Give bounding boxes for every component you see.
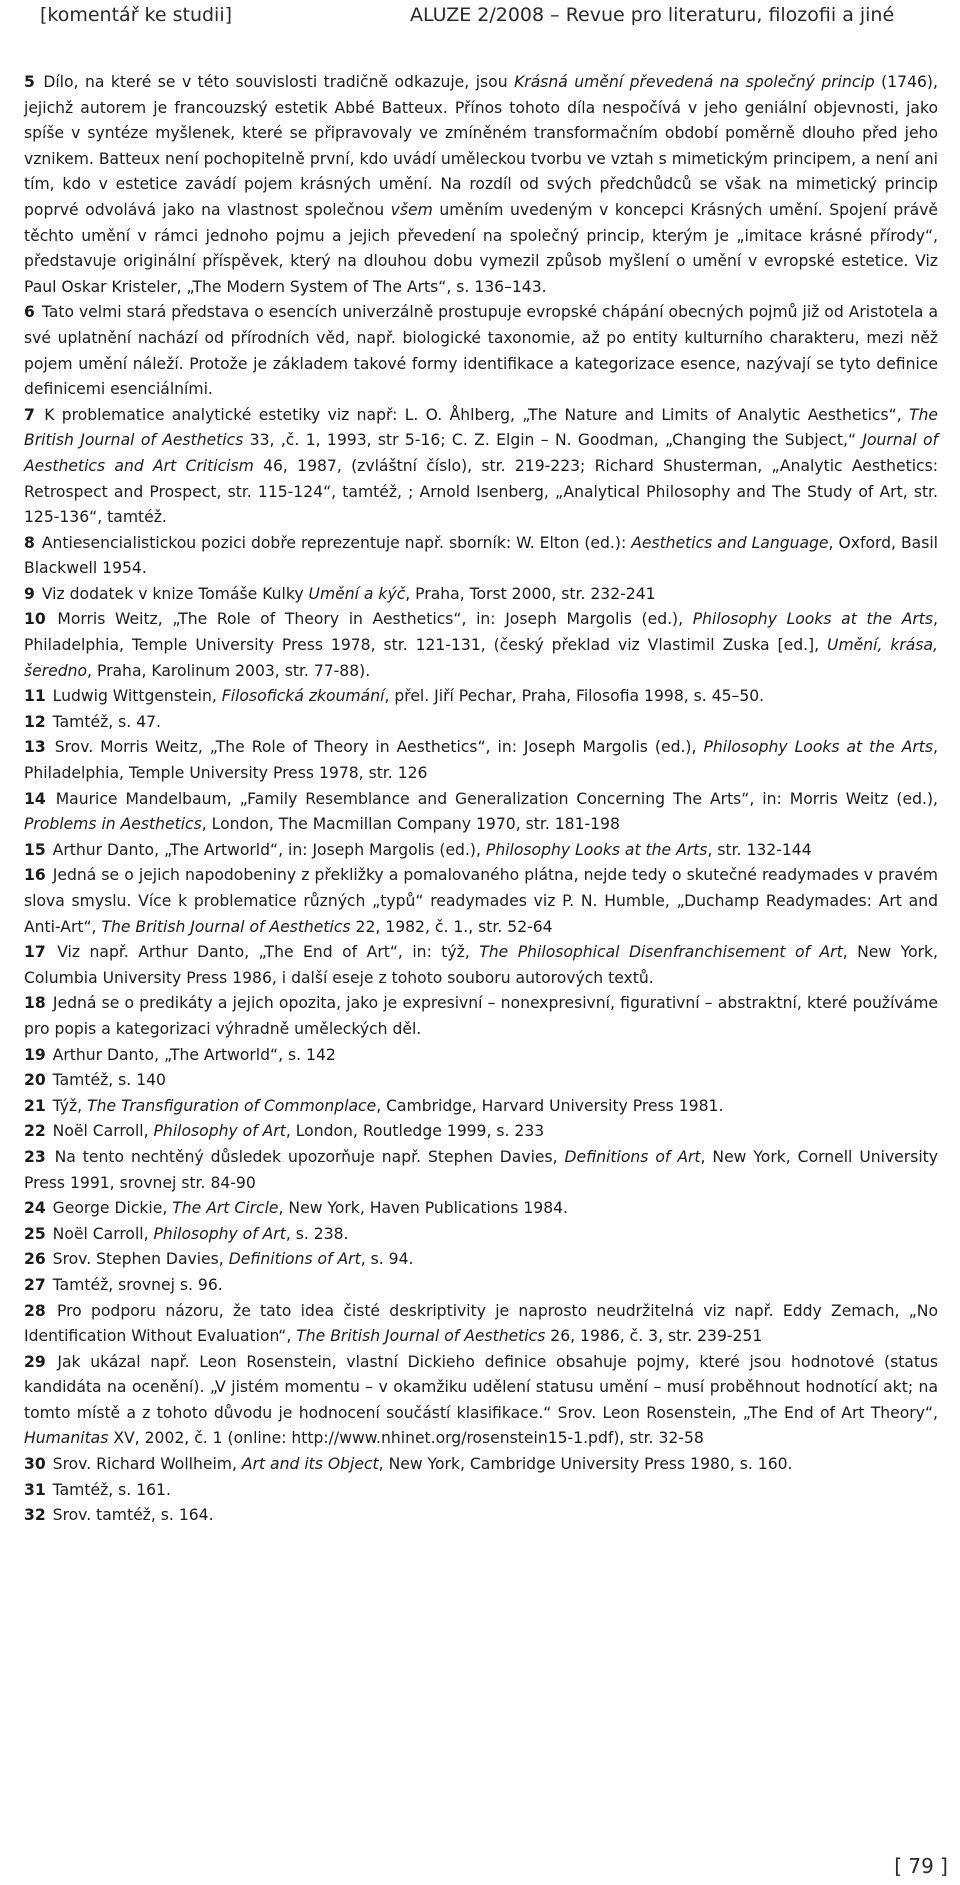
endnote-text: Ludwig Wittgenstein, xyxy=(52,687,222,706)
endnote-number: 14 xyxy=(24,789,46,808)
endnote-29 xyxy=(24,1350,938,1452)
endnote-number: 7 xyxy=(24,405,35,424)
endnote-7 xyxy=(24,403,938,531)
endnote-text: 26, 1986, č. 3, str. 239-251 xyxy=(545,1327,763,1346)
endnote-16 xyxy=(24,863,938,940)
endnote-number: 15 xyxy=(24,840,46,859)
endnote-italic-title: Aesthetics and Language xyxy=(631,533,829,552)
endnote-text: Jedná se o jejich napodobeniny z překližky a pomalovaného plátna, nejde tedy o skutečné readymades v pravém slova smyslu. Více k problematice různých „typů“ readymades viz P. N. Humble, „Duchamp Readymades: Art and Anti-Art“, xyxy=(24,866,938,936)
endnote-text: , New York, Columbia University Press 1986, i další eseje z tohoto souboru autorových textů. xyxy=(24,943,939,987)
endnote-number: 22 xyxy=(24,1122,46,1141)
endnote-text: Noël Carroll, xyxy=(52,1224,154,1243)
endnote-13 xyxy=(24,735,938,786)
endnote-italic-title: všem xyxy=(390,200,433,219)
endnote-text: , přel. Jiří Pechar, Praha, Filosofia 1998, s. 45–50. xyxy=(384,687,765,706)
endnote-text: Dílo, na které se v této souvislosti tradičně odkazuje, jsou xyxy=(43,73,515,91)
endnote-text: , New York, Cornell University Press 1991, srovnej str. 84-90 xyxy=(24,1147,938,1192)
running-header xyxy=(0,0,960,30)
endnote-text: XV, 2002, č. 1 (online: http://www.nhinet.org/rosenstein15-1.pdf), str. 32-58 xyxy=(108,1429,704,1448)
endnote-12 xyxy=(24,710,938,736)
endnote-italic-title: The British Journal of Aesthetics xyxy=(296,1327,546,1346)
endnote-number: 10 xyxy=(24,610,46,629)
endnote-italic-title: The British Journal of Aesthetics xyxy=(101,917,351,936)
endnote-text: Tato velmi stará představa o esencích univerzálně prostupuje evropské chápání obecných pojmů již od Aristotela a své uplatnění nachází od přírodních věd, např. biologické taxonomie, až po entity kulturního charakteru, mezi něž pojem umění náleží. Protože je základem takové formy identifikace a kategorizace esence, nazývají se tyto definice definicemi esenciálními. xyxy=(24,303,938,399)
endnote-italic-title: Philosophy Looks at the Arts xyxy=(485,840,708,859)
endnote-number: 17 xyxy=(24,943,46,962)
journal-title: ALUZE 2/2008 – Revue pro literaturu, filozofii a jiné xyxy=(410,4,895,26)
endnote-number: 23 xyxy=(24,1147,46,1166)
endnote-number: 16 xyxy=(24,866,46,885)
endnote-9 xyxy=(24,582,938,608)
endnote-21 xyxy=(24,1094,938,1120)
endnote-text: Tamtéž, s. 47. xyxy=(52,712,162,731)
endnote-text: Arthur Danto, „The Artworld“, in: Joseph Margolis (ed.), xyxy=(52,840,486,859)
endnote-text: , str. 132-144 xyxy=(707,840,812,859)
endnote-italic-title: Filosofická zkoumání xyxy=(221,687,385,706)
endnote-text: Jak ukázal např. Leon Rosenstein, vlastní Dickieho definice obsahuje pojmy, které jsou hodnotové (status kandidáta na ocenění). „V jistém momentu – v okamžiku udělení statusu umění – musí proběhnout hodnotící akt; na tomto místě a z tohoto důvodu je hodnocení součástí klasifikace.“ Srov. Leon Rosenstein, „The End of Art Theory“, xyxy=(24,1352,938,1422)
endnote-number: 18 xyxy=(24,994,46,1013)
endnote-text: Tamtéž, s. 161. xyxy=(52,1480,171,1499)
endnote-number: 6 xyxy=(24,303,35,322)
endnote-19 xyxy=(24,1043,938,1069)
endnote-25 xyxy=(24,1222,938,1248)
endnote-text: 46, 1987, (zvláštní číslo), str. 219-223; Richard Shusterman, „Analytic Aesthetics: Retrospect and Prospect, str. 115-124“, tamtéž, ; Arnold Isenberg, „Analytical Philosophy and The Study of Art, str. 125-136“, tamtéž. xyxy=(24,456,938,527)
endnote-number: 31 xyxy=(24,1480,46,1499)
endnote-text: , London, The Macmillan Company 1970, str. 181-198 xyxy=(201,815,620,834)
endnote-italic-title: Philosophy Looks at the Arts xyxy=(692,610,934,629)
endnote-number: 19 xyxy=(24,1045,46,1064)
endnote-text: Jedná se o predikáty a jejich opozita, jako je expresivní – nonexpresivní, figurativní – abstraktní, které používáme pro popis a kategorizaci výhradně uměleckých děl. xyxy=(24,994,938,1038)
endnote-number: 12 xyxy=(24,712,46,731)
endnote-20 xyxy=(24,1068,938,1094)
endnote-22 xyxy=(24,1119,938,1145)
endnote-text: , New York, Cambridge University Press 1980, s. 160. xyxy=(378,1455,793,1474)
endnote-italic-title: Umění, krása, šeredno xyxy=(24,636,938,680)
endnotes-list xyxy=(24,70,938,1529)
endnote-text: Srov. Richard Wollheim, xyxy=(52,1455,242,1474)
endnote-26 xyxy=(24,1247,938,1273)
endnote-number: 32 xyxy=(24,1506,46,1525)
endnote-number: 21 xyxy=(24,1096,46,1115)
endnote-text: Srov. tamtéž, s. 164. xyxy=(52,1506,214,1525)
endnote-15 xyxy=(24,838,938,864)
endnote-14 xyxy=(24,787,938,838)
endnote-text: Tamtéž, s. 140 xyxy=(52,1071,166,1090)
endnote-text: uměním uvedeným v koncepci Krásných umění. Spojení právě těchto umění v rámci jednoho pojmu a jejich převedení na společný princip, kterým je „imitace krásné přírody“, představuje originální příspěvek, který na dlouhou dobu vymezil způsob myšlení o umění v evropské estetice. Viz Paul Oskar Kristeler, „The Modern System of The Arts“, s. 136–143. xyxy=(24,200,939,296)
section-label: [komentář ke studii] xyxy=(40,4,233,26)
endnote-italic-title: The Art Circle xyxy=(172,1199,279,1218)
endnote-italic-title: Philosophy Looks at the Arts xyxy=(703,738,934,757)
endnote-text: , Oxford, Basil Blackwell 1954. xyxy=(24,533,938,578)
endnote-number: 24 xyxy=(24,1199,46,1218)
endnote-italic-title: Problems in Aesthetics xyxy=(24,815,202,834)
endnote-italic-title: Journal of Aesthetics and Art Criticism xyxy=(24,431,938,475)
endnote-text: Maurice Mandelbaum, „Family Resemblance and Generalization Concerning The Arts“, in: Morris Weitz (ed.), xyxy=(55,789,938,808)
endnote-text: Na tento nechtěný důsledek upozorňuje např. Stephen Davies, xyxy=(54,1147,565,1166)
endnote-text: George Dickie, xyxy=(52,1199,173,1218)
endnote-text: , Praha, Karolinum 2003, str. 77-88). xyxy=(87,661,371,680)
endnote-number: 5 xyxy=(24,73,35,91)
endnote-number: 28 xyxy=(24,1301,46,1320)
endnote-text: Antiesencialistickou pozici dobře reprezentuje např. sborník: W. Elton (ed.): xyxy=(41,533,632,552)
endnote-5 xyxy=(24,70,938,300)
endnote-text: , Praha, Torst 2000, str. 232-241 xyxy=(405,584,656,603)
endnote-text: , s. 94. xyxy=(360,1250,414,1269)
endnote-italic-title: Definitions of Art xyxy=(564,1147,701,1166)
endnote-text: Viz např. Arthur Danto, „The End of Art“, in: týž, xyxy=(57,943,480,962)
endnote-italic-title: Philosophy of Art xyxy=(153,1122,286,1141)
endnote-italic-title: The Transfiguration of Commonplace xyxy=(87,1096,377,1115)
endnote-text: 33, ,č. 1, 1993, str 5-16; C. Z. Elgin – N. Goodman, „Changing the Subject,“ xyxy=(243,431,863,450)
endnote-number: 27 xyxy=(24,1275,46,1294)
endnote-28 xyxy=(24,1299,938,1350)
endnote-24 xyxy=(24,1196,938,1222)
endnote-number: 11 xyxy=(24,687,46,706)
endnote-italic-title: Art and its Object xyxy=(241,1455,379,1474)
endnote-text: (1746), jejichž autorem je francouzský estetik Abbé Batteux. Přínos tohoto díla nespočívá v jeho geniální objevnosti, jako spíše v syntéze myšlenek, které se připravovaly ve zmíněném transformačním období poměrně dlouho před jeho vznikem. Batteux není pochopitelně první, kdo uvádí uměleckou tvorbu ve vztah s mimetickým principem, a není ani tím, kdo v estetice zavádí pojem krásných umění. Na rozdíl od svých předchůdců se však na mimetický princip poprvé odvolává jako na vlastnost společnou xyxy=(24,73,938,219)
endnote-text: K problematice analytické estetiky viz např: L. O. Åhlberg, „The Nature and Limits of Analytic Aesthetics“, xyxy=(44,405,909,424)
endnote-text: , Cambridge, Harvard University Press 1981. xyxy=(376,1096,724,1115)
endnote-8 xyxy=(24,531,938,582)
endnote-32 xyxy=(24,1503,938,1529)
endnote-italic-title: Krásná umění převedená na společný princip xyxy=(514,73,875,91)
endnote-number: 25 xyxy=(24,1224,46,1243)
endnote-number: 13 xyxy=(24,738,46,757)
endnote-text: 22, 1982, č. 1., str. 52-64 xyxy=(350,917,553,936)
endnote-number: 20 xyxy=(24,1071,46,1090)
endnote-text: , New York, Haven Publications 1984. xyxy=(278,1199,568,1218)
endnote-text: Morris Weitz, „The Role of Theory in Aesthetics“, in: Joseph Margolis (ed.), xyxy=(57,610,693,629)
endnote-italic-title: The British Journal of Aesthetics xyxy=(24,405,938,450)
endnote-text: , London, Routledge 1999, s. 233 xyxy=(285,1122,545,1141)
endnote-23 xyxy=(24,1145,938,1196)
endnote-17 xyxy=(24,940,938,991)
endnote-27 xyxy=(24,1273,938,1299)
endnote-10 xyxy=(24,607,938,684)
endnote-text: Viz dodatek v knize Tomáše Kulky xyxy=(41,584,309,603)
endnote-text: Týž, xyxy=(52,1096,88,1115)
endnote-text: Srov. Morris Weitz, „The Role of Theory in Aesthetics“, in: Joseph Margolis (ed.), xyxy=(54,738,704,757)
endnote-number: 30 xyxy=(24,1455,46,1474)
endnote-number: 9 xyxy=(24,584,35,603)
endnote-number: 29 xyxy=(24,1352,46,1371)
endnote-text: , s. 238. xyxy=(285,1224,349,1243)
endnote-text: Tamtéž, srovnej s. 96. xyxy=(52,1275,223,1294)
endnote-italic-title: The Philosophical Disenfranchisement of Art xyxy=(479,943,843,962)
endnote-text: , Philadelphia, Temple University Press 1978, str. 126 xyxy=(24,738,938,783)
endnote-text: , Philadelphia, Temple University Press 1978, str. 121-131, (český překlad viz Vlastimil Zuska [ed.], xyxy=(24,610,938,655)
endnote-italic-title: Humanitas xyxy=(24,1429,109,1448)
endnote-italic-title: Philosophy of Art xyxy=(153,1224,286,1243)
endnote-number: 8 xyxy=(24,533,35,552)
endnote-text: Srov. Stephen Davies, xyxy=(52,1250,229,1269)
endnote-30 xyxy=(24,1452,938,1478)
endnote-11 xyxy=(24,684,938,710)
endnote-text: Arthur Danto, „The Artworld“, s. 142 xyxy=(52,1045,336,1064)
endnote-6 xyxy=(24,300,938,402)
endnote-italic-title: Umění a kýč xyxy=(308,584,406,603)
endnote-number: 26 xyxy=(24,1250,46,1269)
endnote-italic-title: Definitions of Art xyxy=(228,1250,361,1269)
endnote-31 xyxy=(24,1478,938,1504)
endnote-text: Noël Carroll, xyxy=(52,1122,154,1141)
endnote-text: Pro podporu názoru, že tato idea čisté deskriptivity je naprosto neudržitelná viz např. Eddy Zemach, „No Identification Without Evaluation“, xyxy=(24,1301,938,1346)
page-number: [ 79 ] xyxy=(894,1854,948,1878)
endnote-18 xyxy=(24,991,938,1042)
